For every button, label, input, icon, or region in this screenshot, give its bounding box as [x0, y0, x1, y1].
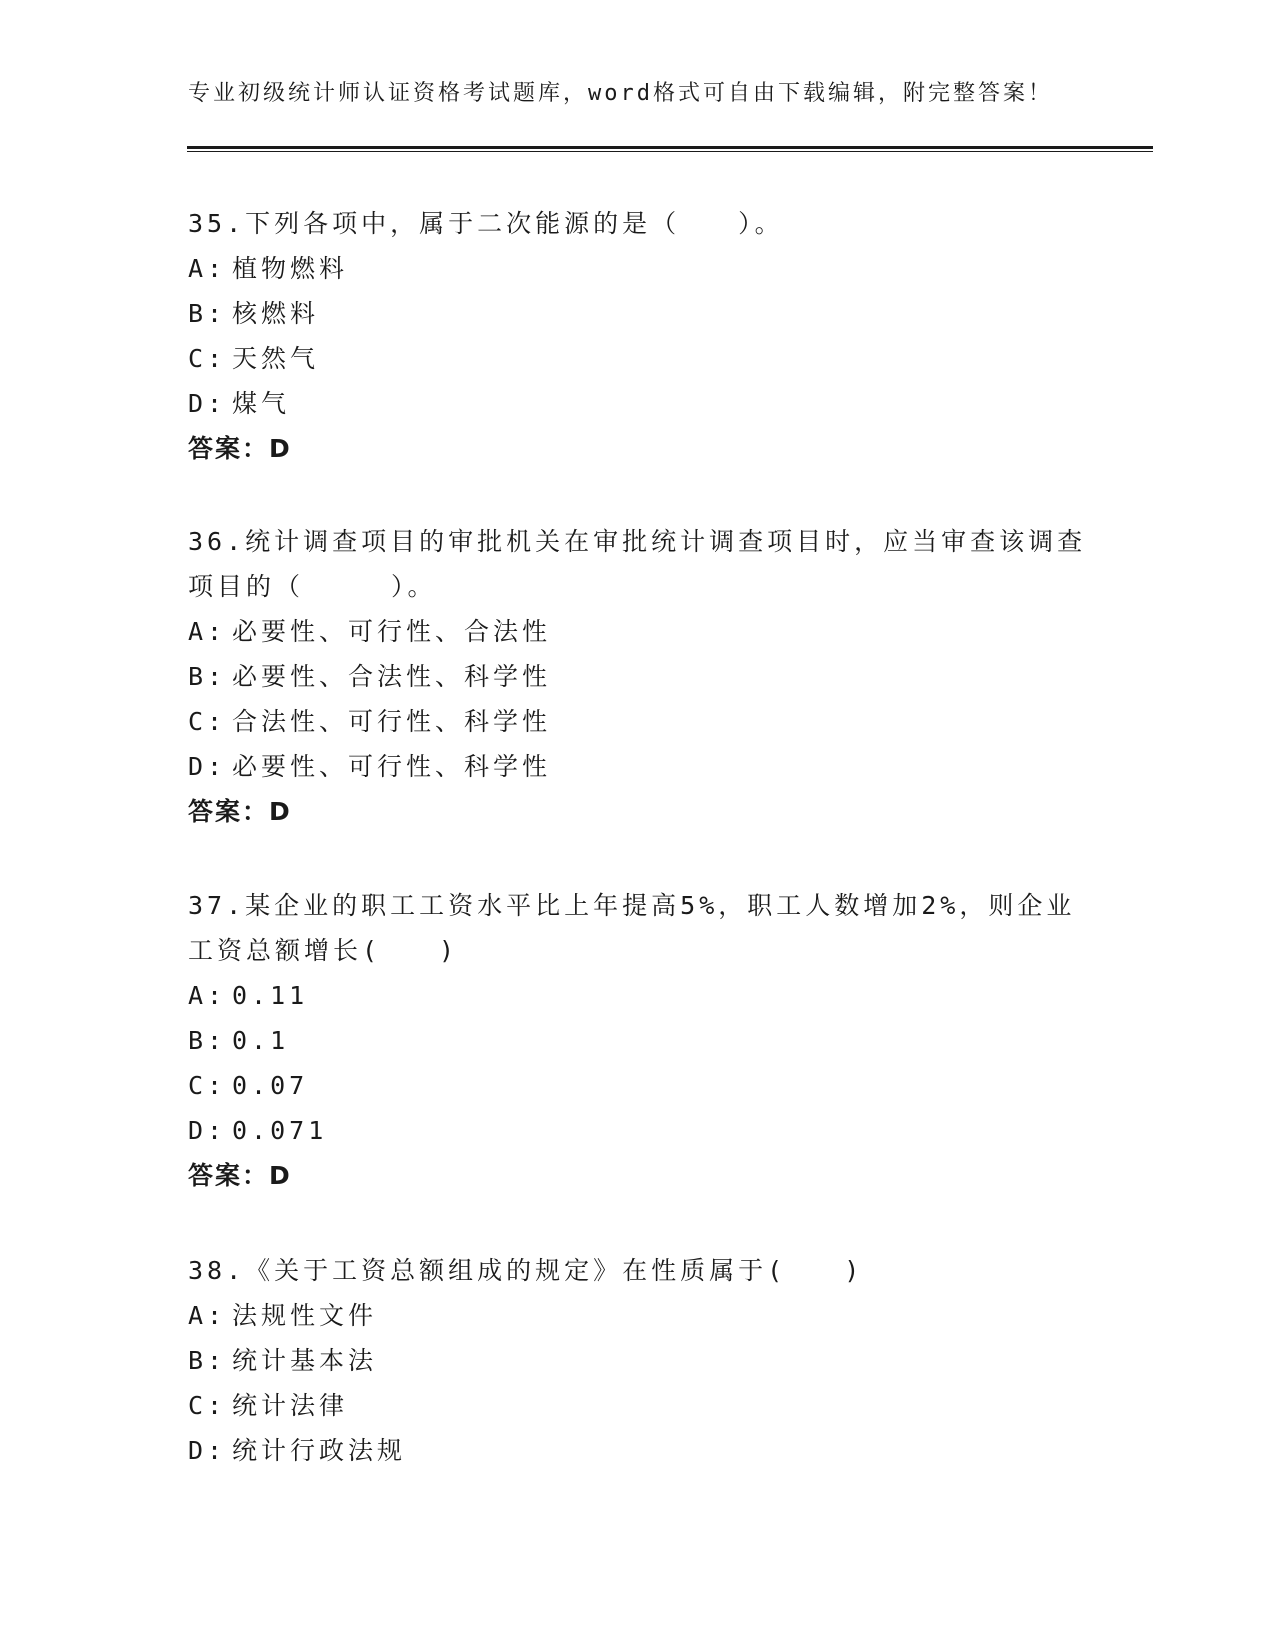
option-letter: D: [188, 1116, 227, 1145]
question-stem-line: 37.某企业的职工工资水平比上年提高5%，职工人数增加2%，则企业 [188, 891, 1076, 920]
option-letter: C: [188, 1391, 227, 1420]
option-a [188, 1293, 1088, 1338]
option-text: 0.11 [232, 981, 309, 1010]
answer: 答案：D [188, 1161, 292, 1190]
option-letter: C: [188, 344, 227, 373]
option-b [188, 291, 1088, 336]
option-letter: B: [188, 1346, 227, 1375]
header-rule-thick [187, 146, 1153, 149]
option-text: 统计基本法 [232, 1346, 378, 1375]
question-stem [188, 1248, 1088, 1293]
answer: 答案：D [188, 434, 292, 463]
option-letter: C: [188, 707, 227, 736]
option-letter: D: [188, 1436, 227, 1465]
option-letter: A: [188, 254, 227, 283]
option-a [188, 609, 1088, 654]
option-letter: C: [188, 1071, 227, 1100]
option-text: 核燃料 [232, 299, 320, 328]
option-text: 植物燃料 [232, 254, 349, 283]
option-d [188, 381, 1088, 426]
option-b [188, 654, 1088, 699]
question-stem [188, 519, 1088, 609]
option-b [188, 1338, 1088, 1383]
option-c [188, 699, 1088, 744]
option-letter: B: [188, 299, 227, 328]
question-38 [188, 1248, 1088, 1473]
page-header: 专业初级统计师认证资格考试题库，word格式可自由下载编辑，附完整答案！ [188, 81, 1053, 106]
option-text: 合法性、可行性、科学性 [232, 707, 552, 736]
option-letter: A: [188, 981, 227, 1010]
option-text: 0.071 [232, 1116, 328, 1145]
option-text: 法规性文件 [232, 1301, 378, 1330]
option-text: 天然气 [232, 344, 320, 373]
option-text: 统计行政法规 [232, 1436, 407, 1465]
question-stem [188, 201, 1088, 246]
option-text: 统计法律 [232, 1391, 349, 1420]
option-letter: B: [188, 1026, 227, 1055]
option-letter: D: [188, 752, 227, 781]
option-text: 0.07 [232, 1071, 309, 1100]
option-letter: B: [188, 662, 227, 691]
option-d [188, 1428, 1088, 1473]
question-37 [188, 883, 1088, 1198]
option-a [188, 246, 1088, 291]
question-stem-line: 36.统计调查项目的审批机关在审批统计调查项目时，应当审查该调查 [188, 527, 1087, 556]
option-a [188, 973, 1088, 1018]
option-text: 0.1 [232, 1026, 290, 1055]
option-text: 煤气 [232, 389, 291, 418]
option-c [188, 1383, 1088, 1428]
option-text: 必要性、合法性、科学性 [232, 662, 552, 691]
question-stem-line: 35.下列各项中，属于二次能源的是（ ）。 [188, 209, 784, 238]
question-stem-line: 项目的（ ）。 [188, 572, 437, 601]
option-letter: A: [188, 617, 227, 646]
option-text: 必要性、可行性、合法性 [232, 617, 552, 646]
question-36 [188, 519, 1088, 834]
option-letter: D: [188, 389, 227, 418]
header-rule-thin [187, 151, 1153, 152]
option-letter: A: [188, 1301, 227, 1330]
option-d [188, 1108, 1088, 1153]
option-text: 必要性、可行性、科学性 [232, 752, 552, 781]
question-stem-line: 38.《关于工资总额组成的规定》在性质属于( ) [188, 1256, 864, 1285]
question-stem [188, 883, 1088, 973]
option-c [188, 1063, 1088, 1108]
question-stem-line: 工资总额增长( ) [188, 936, 459, 965]
answer: 答案：D [188, 797, 292, 826]
option-b [188, 1018, 1088, 1063]
question-35 [188, 201, 1088, 471]
option-d [188, 744, 1088, 789]
option-c [188, 336, 1088, 381]
